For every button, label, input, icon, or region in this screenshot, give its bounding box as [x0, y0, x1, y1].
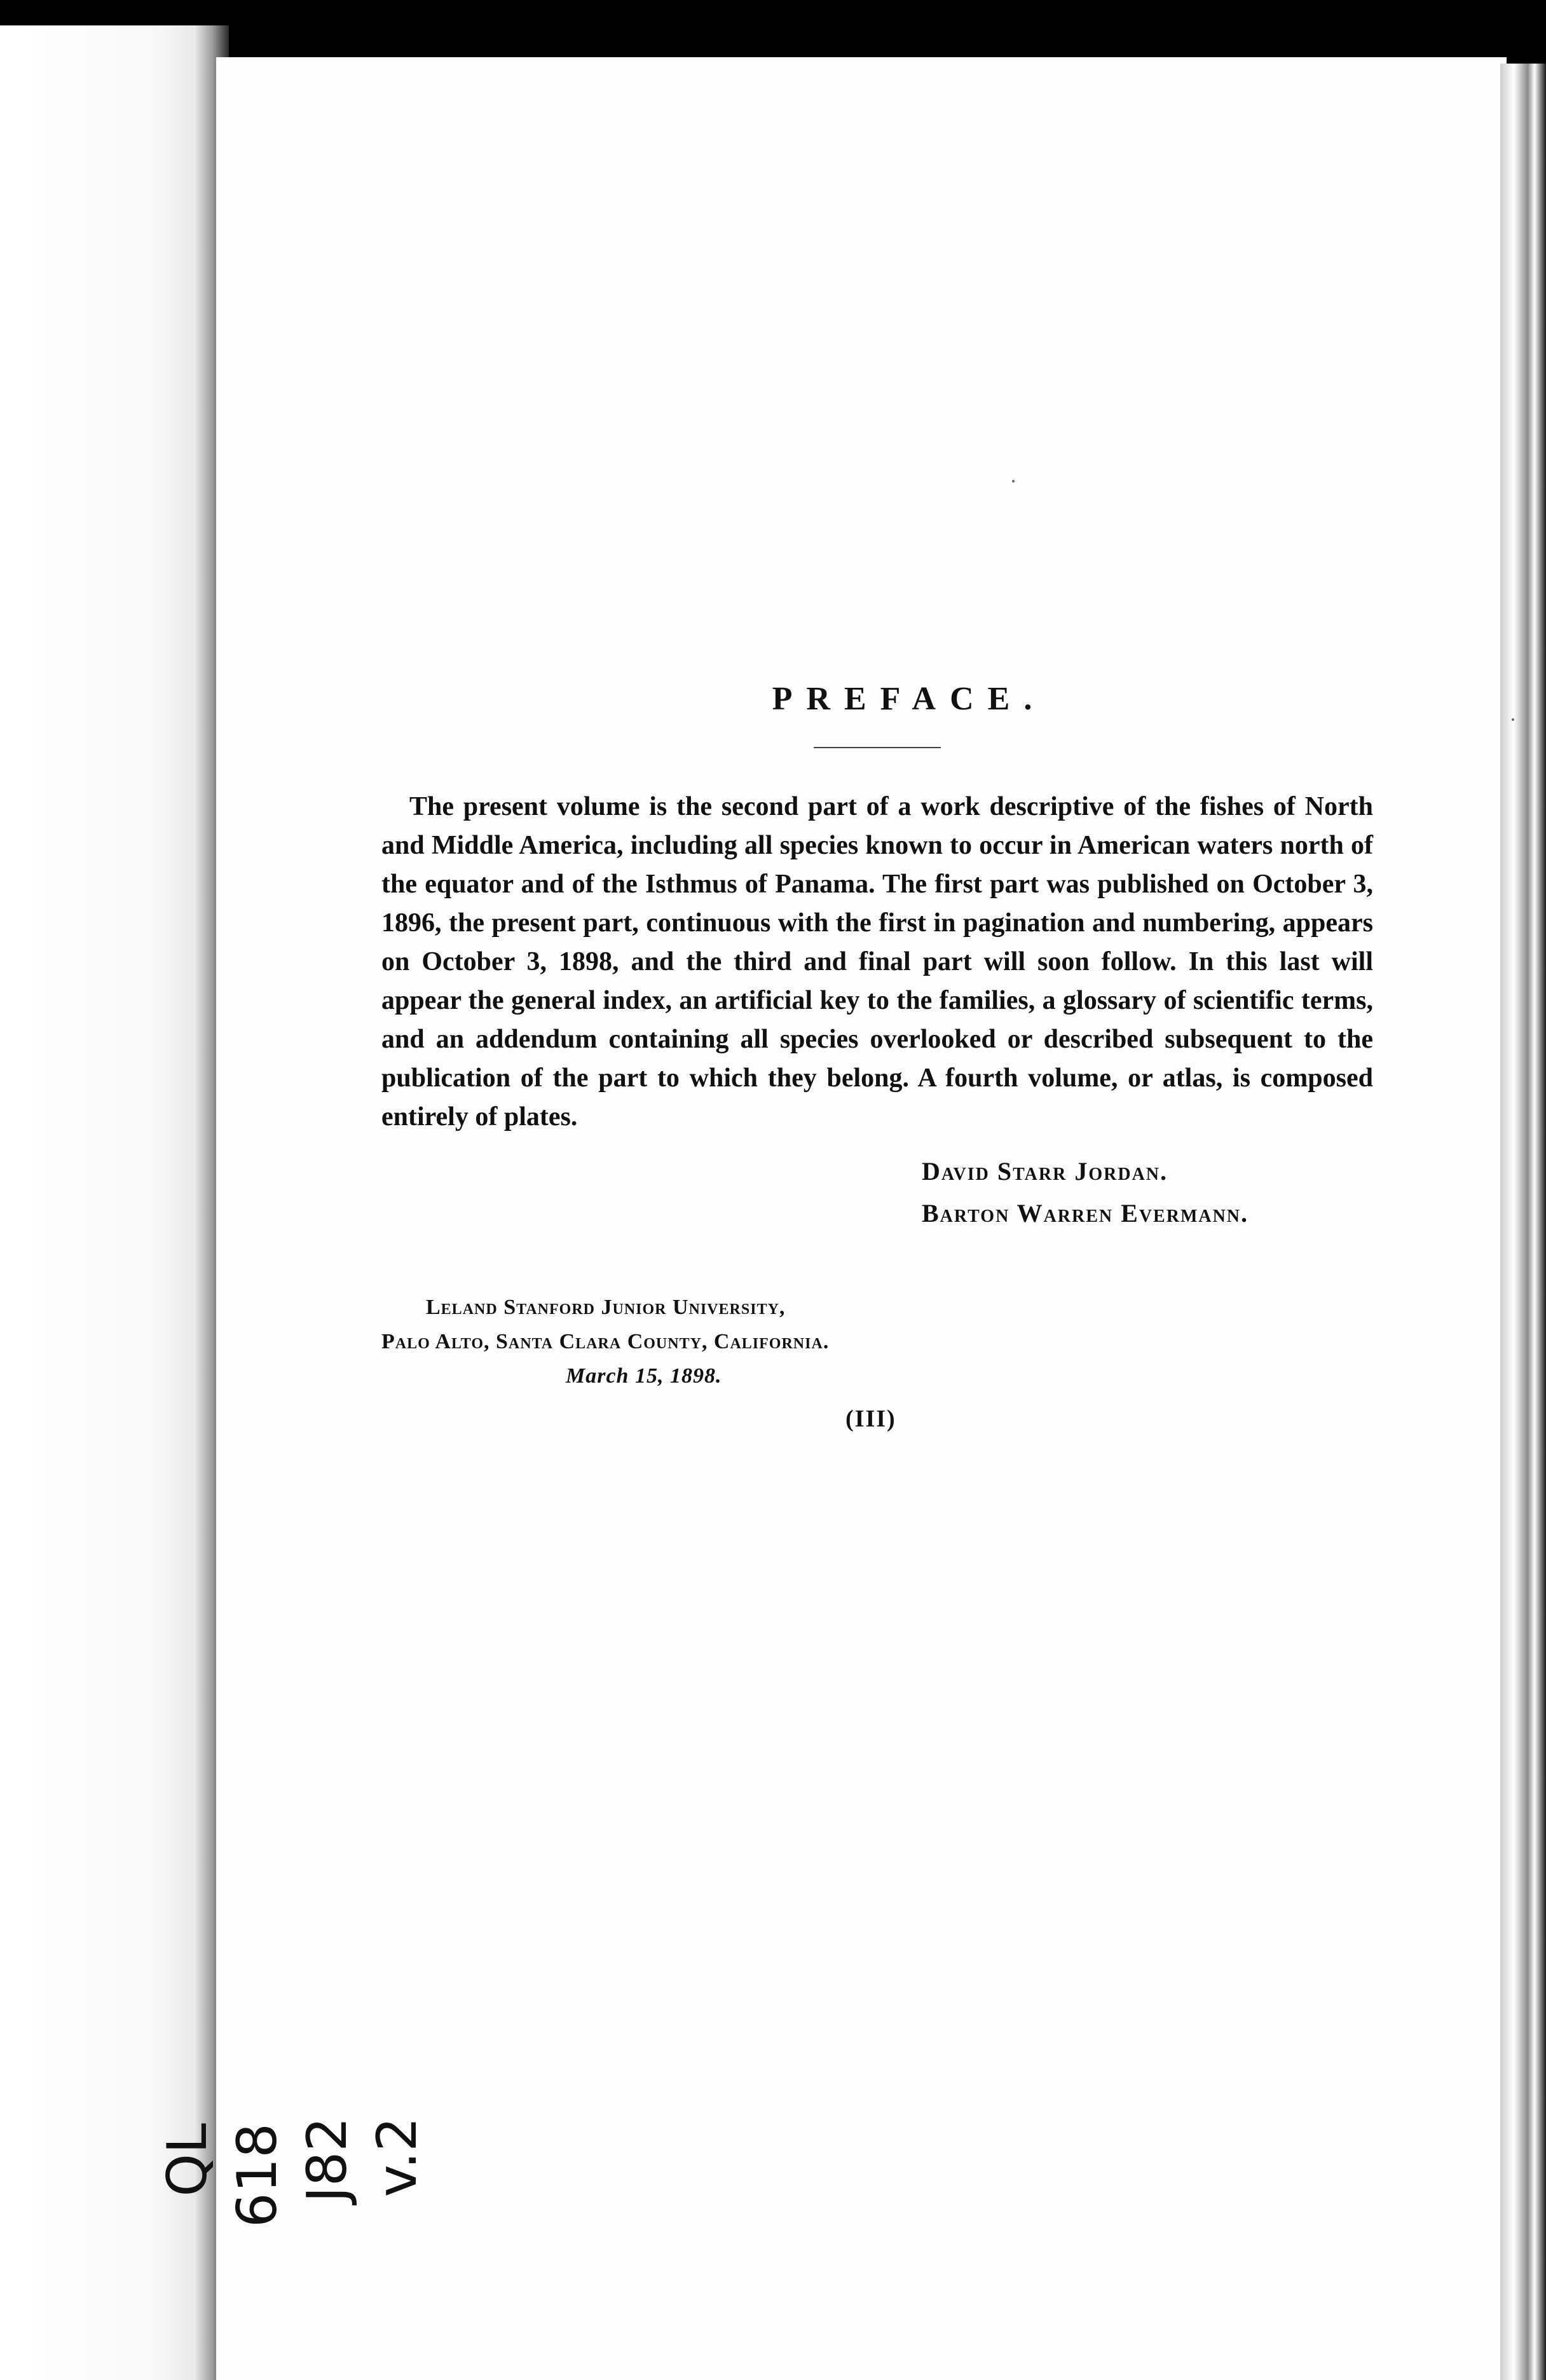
- handwritten-call-number: [156, 2117, 429, 2327]
- signature-block: [381, 1151, 1373, 1234]
- scan-speck: [1012, 480, 1015, 482]
- signature-line: David Starr Jordan.: [922, 1157, 1168, 1186]
- left-page-leaf: [0, 25, 229, 2380]
- call-number-part: J82: [296, 2117, 359, 2203]
- title-rule: [814, 747, 941, 748]
- signature-line: Barton Warren Evermann.: [922, 1199, 1249, 1228]
- page-number: (III): [845, 1405, 896, 1432]
- call-number-part: 618: [226, 2123, 289, 2228]
- address-line: Leland Stanford Junior University,: [426, 1296, 786, 1319]
- page-stack-edge: [1500, 64, 1546, 2380]
- call-number-part: QL: [156, 2123, 219, 2197]
- call-number-part: v.2: [366, 2117, 429, 2198]
- preface-content: [381, 680, 1373, 1234]
- address-block: [381, 1290, 829, 1393]
- preface-paragraph: The present volume is the second part of a work descriptive of the fishes of North and Middle America, including all species known to occur in American waters north of the equator and of the Isthmus of Panama. The first part was published on October 3, 1896, the present part, continuous with the first in pagination and numbering, appears on October 3, 1898, and the third and final part will soon follow. In this last will appear the general index, an artificial key to the families, a glossary of scientific terms, and an addendum containing all species overlooked or described subsequent to the publication of the part to which they belong. A fourth volume, or atlas, is composed entirely of plates.: [381, 792, 1373, 1132]
- scan-speck: [1512, 718, 1514, 721]
- address-line: Palo Alto, Santa Clara County, California.: [381, 1330, 830, 1353]
- address-date: March 15, 1898.: [566, 1364, 722, 1388]
- page-title: PREFACE.: [772, 681, 1046, 717]
